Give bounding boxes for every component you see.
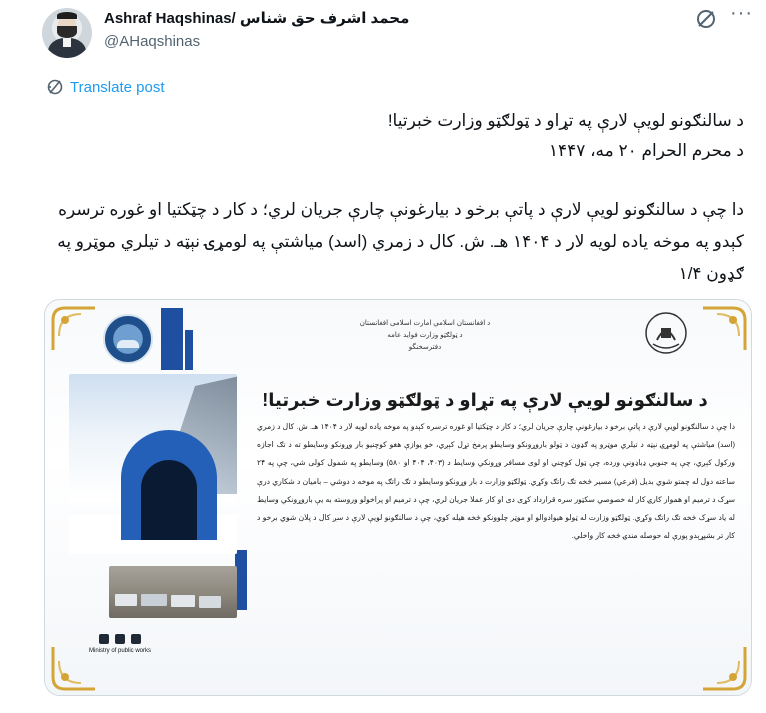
facebook-icon (115, 634, 125, 644)
more-options-button[interactable] (730, 2, 753, 28)
ornament-corner-icon (701, 306, 747, 352)
decorative-bar (185, 330, 193, 370)
translate-post-link[interactable] (46, 78, 165, 96)
header-line: د افغانستان اسلامي امارت اسلامی افغانستان (359, 320, 491, 327)
globe-icon (46, 78, 64, 96)
header-line: د ټولګټو وزارت فواید عامه (387, 332, 463, 339)
trucks-photo (109, 566, 237, 618)
post-heading (44, 106, 744, 166)
youtube-icon (131, 634, 141, 644)
ornament-corner-icon (701, 645, 747, 691)
emirate-emblem-icon (643, 310, 689, 356)
author-name[interactable]: Ashraf Haqshinas/ محمد اشرف حق شناس (104, 10, 410, 27)
author-handle[interactable]: @AHaqshinas (104, 33, 201, 50)
more-icon: ··· (730, 2, 753, 24)
post-date-line: د محرم الحرام ۲۰ مه، ۱۴۴۷ (548, 141, 744, 160)
header-line: دفترسخنگو (408, 344, 442, 351)
card-body-text: دا چې د سالنګونو لویې لارې د پاتې برخو د بیارغونې چارې جریان لري؛ د کار د چټکتیا او غوره ترسره کېدو په موخه یاده لویه لار د ۱۴۰۴ هـ. ش. کال د زمري (اسد) میاشتې په لومړۍ نېټه د تیلري موټرو په ګډون د ټولو باروړونکو وسایطو پرمخ تړل کېږي، خو یوازې هغو کوچنیو بار وړونکو وسایطو ته د تګ اجازه ورکول کېږي، چې په جنوبي ډیاډونې ورده، چې ټول کوچني او لوی مسافر وړونکي وسایط د (۴۰۳، ۴۰۴ او ۵۸۰) وسایطو په شمول کولی شي، چې په ۲۴ ساعته دول له چمتو شوي بدیل (فرعي) مسیر څخه تګ راتګ وکړي. ټولګټو وزارت د بار وړونکو وسایطو د تګ راتګ په موخه د دوشي – بامیان د شکاري درې سړک د ترمیم او هموار کارۍ کار له خصوصي سکټور سره قرارداد کړی دی او کار عملا جریان لري، چې د ترمیم او پراخولو وروسته به یې باروړونکي وسایط له یاد سړک څخه تګ راتګ وکړي. ټولګټو وزارت له ټولو هیوادوالو او موټر چلوونکو څخه هیله کوي، چې د سالنګونو لویې لارې د سږ کال د پلان شوي برخو د کار تر بشپړېدو پورې له حوصله مندۍ څخه کار واخلي. (257, 422, 736, 541)
card-footer: Ministry of public works (89, 648, 152, 654)
decorative-bar (161, 308, 183, 370)
post-image[interactable] (44, 299, 752, 696)
card-header (315, 318, 535, 354)
ornament-corner-icon (51, 306, 97, 352)
x-icon (99, 634, 109, 644)
card-title: د سالنګونو لویې لارې په تړاو د ټولګټو وزارت خبرتیا! (262, 390, 708, 410)
author-avatar[interactable] (42, 8, 92, 58)
social-icons (99, 634, 141, 644)
ministry-logo (103, 314, 153, 364)
tunnel-photo (69, 374, 237, 554)
announcement-card (45, 300, 752, 696)
translate-post-label: Translate post (70, 78, 165, 96)
grok-icon[interactable] (695, 8, 717, 30)
post-body: دا چې د سالنګونو لویې لارې د پاتې برخو د بیارغونې چارې جریان لري؛ د کار د چټکتیا او غوره ترسره کېدو په موخه یاده لویه لار د ۱۴۰۴ هـ. ش. کال د زمري (اسد) میاشتې په لومړۍ نېټه د تیلري موټرو په ګډون ۱/۴ (57, 200, 744, 283)
post-title-line: د سالنګونو لویې لارې په تړاو د ټولګټو وزارت خبرتیا! (387, 111, 744, 130)
